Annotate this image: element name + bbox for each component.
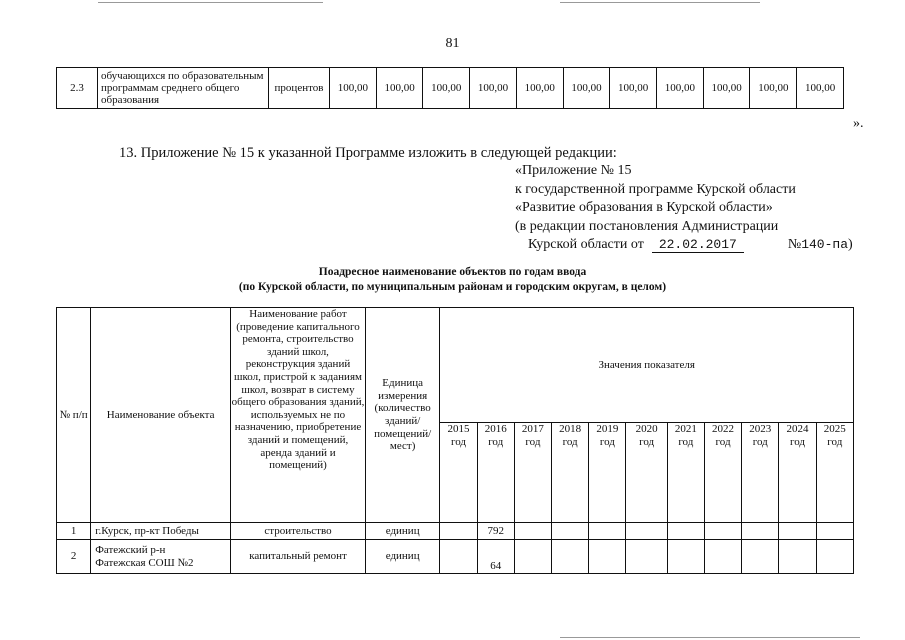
col-header-num: № п/п <box>57 308 91 523</box>
work-type: капитальный ремонт <box>231 540 366 574</box>
object-name-line: Фатежский р-н <box>95 543 166 556</box>
table-row <box>57 523 854 540</box>
value-cell <box>552 523 589 540</box>
year-suffix: год <box>827 435 843 448</box>
object-name-line: г.Курск, пр-кт Победы <box>95 524 199 537</box>
year-suffix: год <box>488 435 504 448</box>
value-cell <box>589 540 626 574</box>
value-cell <box>704 540 741 574</box>
col-header-year <box>440 423 477 523</box>
row-number: 1 <box>57 523 91 540</box>
value-cell <box>704 523 741 540</box>
year-suffix: год <box>678 435 694 448</box>
appendix-line: к государственной программе Курской области <box>515 181 796 197</box>
appendix-line-prefix: Курской области от <box>528 237 644 252</box>
col-header-year <box>742 423 779 523</box>
object-name-line: Фатежская СОШ №2 <box>95 556 194 569</box>
col-header-year <box>552 423 589 523</box>
scan-artifact-line <box>98 2 323 3</box>
unit: единиц <box>365 523 439 540</box>
closing-paren: ) <box>848 237 853 252</box>
value-cell <box>816 540 853 574</box>
value-cell <box>552 540 589 574</box>
value-cell: 100,00 <box>330 68 377 109</box>
value-cell <box>742 540 779 574</box>
table-row <box>57 540 854 574</box>
value-cell: 100,00 <box>750 68 797 109</box>
object-name <box>91 523 231 540</box>
value-cell <box>440 523 477 540</box>
year-label: 2023 <box>749 423 772 435</box>
objects-table <box>56 307 854 574</box>
value-cell <box>779 523 816 540</box>
value-cell <box>626 540 667 574</box>
value-cell: 100,00 <box>516 68 563 109</box>
year-suffix: год <box>715 435 731 448</box>
value-cell <box>742 523 779 540</box>
appendix-header <box>515 162 853 255</box>
row-unit: процентов <box>269 68 330 109</box>
value-cell: 100,00 <box>423 68 470 109</box>
decree-date: 22.02.2017 <box>652 237 744 253</box>
table-subheading: (по Курской области, по муниципальным районам и городским округам, в целом) <box>238 281 667 293</box>
value-cell: 64 <box>477 540 514 574</box>
year-label: 2025 <box>823 423 846 435</box>
value-cell <box>779 540 816 574</box>
value-cell <box>816 523 853 540</box>
value-cell <box>667 523 704 540</box>
col-header-year <box>589 423 626 523</box>
col-header-year <box>816 423 853 523</box>
year-suffix: год <box>639 435 655 448</box>
col-header-year <box>779 423 816 523</box>
paragraph-13: 13. Приложение № 15 к указанной Программе изложить в следующей редакции: <box>119 145 617 161</box>
value-cell <box>626 523 667 540</box>
year-suffix: год <box>789 435 805 448</box>
year-label: 2015 <box>447 423 470 435</box>
year-label: 2017 <box>521 423 544 435</box>
year-label: 2019 <box>596 423 619 435</box>
value-cell: 100,00 <box>610 68 657 109</box>
closing-quote: ». <box>853 116 864 131</box>
scan-artifact-line <box>560 2 760 3</box>
year-label: 2021 <box>674 423 697 435</box>
year-suffix: год <box>450 435 466 448</box>
col-header-year <box>514 423 551 523</box>
col-header-year <box>477 423 514 523</box>
col-header-year <box>704 423 741 523</box>
year-label: 2022 <box>712 423 735 435</box>
year-label: 2024 <box>786 423 809 435</box>
value-cell: 100,00 <box>563 68 610 109</box>
value-cell: 100,00 <box>797 68 844 109</box>
value-cell <box>514 523 551 540</box>
row-description: обучающихся по образовательным программам среднего общего образования <box>98 68 269 109</box>
value-cell: 100,00 <box>470 68 517 109</box>
value-cell <box>440 540 477 574</box>
continuation-table <box>56 67 844 109</box>
unit: единиц <box>365 540 439 574</box>
page-number: 81 <box>445 36 460 51</box>
year-suffix: год <box>599 435 615 448</box>
table-heading: Поадресное наименование объектов по годам ввода <box>318 266 587 278</box>
col-header-year <box>667 423 704 523</box>
value-cell: 100,00 <box>703 68 750 109</box>
year-label: 2016 <box>484 423 507 435</box>
row-number: 2 <box>57 540 91 574</box>
table-row <box>57 68 844 109</box>
value-cell: 100,00 <box>376 68 423 109</box>
value-cell: 792 <box>477 523 514 540</box>
appendix-line: (в редакции постановления Администрации <box>515 218 779 234</box>
col-header-works: Наименование работ (проведение капитального ремонта, строительство зданий школ, реконструкция зданий школ, пристрой к заданиям школ, возврат в систему общего образования зданий, используемых не по назначению, приобретение зданий и помещений, аренда зданий и помещений) <box>231 308 366 523</box>
value-cell: 100,00 <box>657 68 704 109</box>
col-header-year <box>626 423 667 523</box>
appendix-line: «Приложение № 15 <box>515 163 632 178</box>
decree-number: 140-па <box>801 237 848 252</box>
year-suffix: год <box>525 435 541 448</box>
decree-number-label: № <box>787 237 802 252</box>
value-cell <box>667 540 704 574</box>
year-suffix: год <box>752 435 768 448</box>
year-label: 2020 <box>635 423 658 435</box>
value-cell <box>514 540 551 574</box>
object-name <box>91 540 231 574</box>
scan-artifact-line <box>560 637 860 638</box>
appendix-line: «Развитие образования в Курской области» <box>515 200 773 215</box>
year-suffix: год <box>562 435 578 448</box>
row-number: 2.3 <box>57 68 98 109</box>
appendix-date-line <box>515 236 853 255</box>
table-header-row <box>57 308 854 423</box>
col-header-values: Значения показателя <box>440 308 854 423</box>
year-label: 2018 <box>559 423 582 435</box>
col-header-unit: Единица измерения (количество зданий/ помещений/ мест) <box>365 308 439 523</box>
col-header-object: Наименование объекта <box>91 308 231 523</box>
value-cell <box>589 523 626 540</box>
work-type: строительство <box>231 523 366 540</box>
